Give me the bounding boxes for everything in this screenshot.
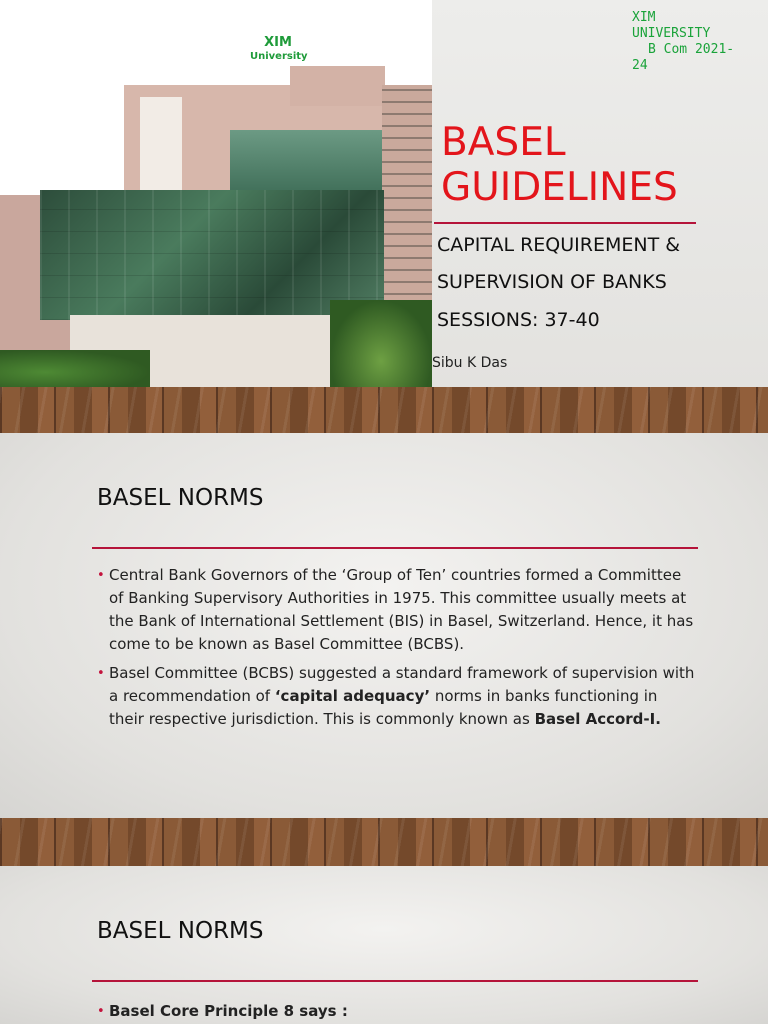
logo-line1: XIM <box>264 35 292 50</box>
bullet-item <box>97 564 697 656</box>
campus-photo <box>0 0 432 387</box>
slide-title <box>441 120 678 210</box>
subtitle-line1: CAPITAL REQUIREMENT & <box>437 234 681 256</box>
bullet-text-part: norms in banks functioning in their respective jurisdiction. This is commonly known as <box>109 687 658 728</box>
wood-divider <box>0 818 768 866</box>
photo-white-block <box>140 97 182 192</box>
slide-heading: BASEL NORMS <box>97 485 264 511</box>
corner-line2: UNIVERSITY <box>632 26 711 41</box>
bullet-text: Central Bank Governors of the ‘Group of Ten’ countries formed a Committee of Banking Supervisory Authorities in 1975. This committee usually meets at the Bank of International Settlement (BIS) in Basel, Switzerland. Hence, it has come to be known as Basel Committee (BCBS). <box>109 566 694 653</box>
xim-logo <box>250 36 306 64</box>
photo-trees-right <box>330 300 432 387</box>
bullet-text: Basel Core Principle 8 says : <box>109 1002 348 1020</box>
corner-line1: XIM <box>632 10 656 25</box>
author-name: Sibu K Das <box>432 355 508 371</box>
title-slide <box>0 0 768 387</box>
subtitle-line2: SUPERVISION OF BANKS <box>437 271 667 293</box>
title-divider <box>434 222 696 224</box>
title-line1: BASEL <box>441 120 566 165</box>
bullet-list <box>97 1000 697 1024</box>
bullet-list <box>97 564 697 737</box>
bold-term-basel-accord: Basel Accord-I. <box>534 710 661 728</box>
corner-line4: 24 <box>632 58 648 73</box>
photo-side-wing <box>382 85 432 305</box>
content-slide-2 <box>0 866 768 1024</box>
bullet-item <box>97 662 697 731</box>
bullet-item <box>97 1000 697 1023</box>
logo-line2: University <box>250 51 308 62</box>
photo-tower <box>290 66 385 106</box>
title-line2: GUIDELINES <box>441 165 678 210</box>
wood-divider <box>0 387 768 433</box>
corner-university-text <box>632 10 762 74</box>
heading-divider <box>92 547 698 549</box>
subtitle-line3: SESSIONS: 37-40 <box>437 309 600 331</box>
corner-line3: B Com 2021- <box>648 42 735 57</box>
photo-trees-left <box>0 350 150 387</box>
slide-heading: BASEL NORMS <box>97 918 264 944</box>
bullet-text-part: Basel Committee (BCBS) suggested a standard framework of supervision with a recommendation of <box>109 664 695 705</box>
bold-term-capital-adequacy: ‘capital adequacy’ <box>274 687 431 705</box>
photo-glass-upper <box>230 130 382 198</box>
content-slide-1 <box>0 433 768 818</box>
heading-divider <box>92 980 698 982</box>
